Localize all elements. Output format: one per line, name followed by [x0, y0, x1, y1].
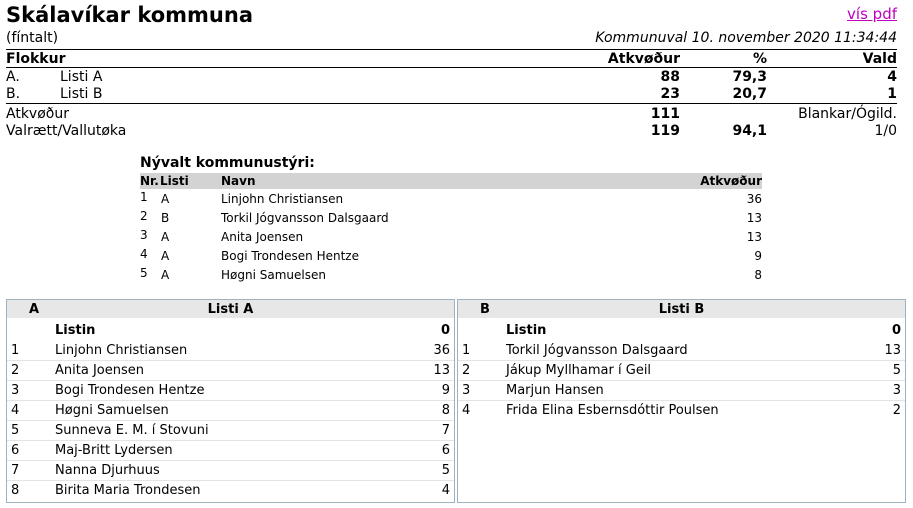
elected-votes: 8 — [754, 268, 762, 282]
candidate-nr: 5 — [11, 423, 20, 438]
elected-list: B — [161, 211, 170, 225]
elected-header — [140, 173, 762, 189]
candidate-votes: 7 — [441, 423, 450, 438]
results-header-divider — [6, 67, 897, 68]
list-letter: A — [29, 302, 40, 317]
party-seats: 1 — [887, 86, 897, 102]
pdf-link[interactable]: vís pdf — [847, 5, 897, 23]
list-box-header — [7, 300, 454, 318]
list-box-header — [458, 300, 905, 318]
candidate-row — [7, 380, 454, 401]
candidate-name: Jákup Myllhamar í Geil — [506, 363, 652, 378]
candidate-row — [458, 340, 905, 361]
candidate-name: Sunneva E. M. í Stovuni — [55, 423, 209, 438]
candidate-nr: 2 — [11, 363, 20, 378]
candidate-nr: 1 — [462, 343, 471, 358]
candidate-row — [7, 360, 454, 381]
elected-name: Linjohn Christiansen — [221, 192, 344, 206]
election-info: Kommunuval 10. november 2020 11:34:44 — [595, 30, 897, 46]
candidate-votes: 3 — [892, 383, 901, 398]
candidate-votes: 13 — [433, 363, 450, 378]
candidate-votes: 2 — [892, 403, 901, 418]
candidate-row — [7, 420, 454, 441]
col-votes: Atkvøður — [607, 51, 680, 67]
candidate-name: Maj-Britt Lydersen — [55, 443, 173, 458]
list-name: Listi B — [658, 302, 705, 317]
candidate-votes: 13 — [884, 343, 901, 358]
list-box-b — [457, 299, 906, 503]
elected-name: Anita Joensen — [221, 230, 304, 244]
list-name: Listi A — [207, 302, 254, 317]
candidate-nr: 1 — [11, 343, 20, 358]
elected-title: Nývalt kommunustýri: — [140, 155, 315, 171]
elected-col-votes: Atkvøður — [700, 174, 762, 188]
elected-nr: 2 — [140, 209, 148, 223]
elected-votes: 13 — [746, 211, 762, 225]
party-votes: 23 — [660, 86, 680, 102]
candidate-row — [7, 340, 454, 361]
total-votes-label: Atkvøður — [6, 106, 69, 122]
party-letter: A. — [6, 69, 20, 85]
turnout-percent: 94,1 — [732, 123, 767, 139]
candidate-votes: 36 — [433, 343, 450, 358]
elected-name: Høgni Samuelsen — [221, 268, 326, 282]
party-letter: B. — [6, 86, 21, 102]
candidate-nr: 3 — [11, 383, 20, 398]
candidate-nr: 3 — [462, 383, 471, 398]
elected-list: A — [161, 230, 170, 244]
elected-votes: 36 — [746, 192, 762, 206]
elected-list: A — [161, 249, 170, 263]
electorate-label: Valrætt/Vallutøka — [6, 123, 127, 139]
elected-col-name: Navn — [221, 174, 256, 188]
candidate-nr: 2 — [462, 363, 471, 378]
candidate-row — [7, 400, 454, 421]
candidate-name: Anita Joensen — [55, 363, 144, 378]
list-letter: B — [480, 302, 490, 317]
candidate-row — [7, 440, 454, 461]
header-divider — [6, 49, 897, 50]
elected-name: Bogi Trondesen Hentze — [221, 249, 359, 263]
col-seats: Vald — [862, 51, 897, 67]
candidate-votes: 9 — [441, 383, 450, 398]
candidate-nr: 7 — [11, 463, 20, 478]
elected-name: Torkil Jógvansson Dalsgaard — [221, 211, 389, 225]
elected-nr: 3 — [140, 228, 148, 242]
list-sub-votes: 0 — [891, 323, 901, 338]
candidate-nr: 6 — [11, 443, 20, 458]
elected-votes: 9 — [754, 249, 762, 263]
elected-col-list: Listi — [160, 174, 189, 188]
party-seats: 4 — [887, 69, 897, 85]
candidate-votes: 8 — [441, 403, 450, 418]
party-name: Listi B — [60, 86, 103, 102]
candidate-name: Bogi Trondesen Hentze — [55, 383, 205, 398]
elected-nr: 1 — [140, 190, 148, 204]
elected-list: A — [161, 268, 170, 282]
party-name: Listi A — [60, 69, 103, 85]
elected-nr: 4 — [140, 247, 148, 261]
elected-nr: 5 — [140, 266, 148, 280]
page-title: Skálavíkar kommuna — [6, 3, 253, 27]
candidate-nr: 8 — [11, 483, 20, 498]
candidate-row — [7, 480, 454, 500]
party-percent: 79,3 — [732, 69, 767, 85]
elected-row — [140, 190, 762, 209]
blank-value: 1/0 — [874, 123, 897, 139]
candidate-name: Frida Elina Esbernsdóttir Poulsen — [506, 403, 719, 418]
candidate-name: Nanna Djurhuus — [55, 463, 160, 478]
list-sub-votes: 0 — [440, 323, 450, 338]
party-percent: 20,7 — [732, 86, 767, 102]
candidate-name: Linjohn Christiansen — [55, 343, 188, 358]
blank-label: Blankar/Ógild. — [798, 106, 897, 122]
elected-row — [140, 228, 762, 247]
results-divider — [6, 103, 897, 104]
candidate-votes: 5 — [892, 363, 901, 378]
candidate-votes: 6 — [441, 443, 450, 458]
list-sub-label: Listin — [506, 323, 547, 338]
elected-votes: 13 — [746, 230, 762, 244]
list-subheader — [458, 320, 905, 339]
elected-row — [140, 266, 762, 285]
list-subheader — [7, 320, 454, 339]
elected-row — [140, 209, 762, 228]
list-box-a — [6, 299, 455, 503]
candidate-row — [458, 400, 905, 420]
candidate-name: Høgni Samuelsen — [55, 403, 169, 418]
candidate-row — [7, 460, 454, 481]
candidate-name: Torkil Jógvansson Dalsgaard — [506, 343, 688, 358]
candidate-nr: 4 — [11, 403, 20, 418]
candidate-votes: 5 — [441, 463, 450, 478]
candidate-nr: 4 — [462, 403, 471, 418]
candidate-row — [458, 360, 905, 381]
candidate-name: Birita Maria Trondesen — [55, 483, 201, 498]
electorate-value: 119 — [650, 123, 680, 139]
candidate-votes: 4 — [441, 483, 450, 498]
party-votes: 88 — [660, 69, 680, 85]
list-sub-label: Listin — [55, 323, 96, 338]
elected-list: A — [161, 192, 170, 206]
candidate-name: Marjun Hansen — [506, 383, 604, 398]
total-votes-value: 111 — [650, 106, 680, 122]
elected-row — [140, 247, 762, 266]
col-percent: % — [752, 51, 767, 67]
elected-col-nr: Nr. — [140, 174, 159, 188]
candidate-row — [458, 380, 905, 401]
col-party: Flokkur — [6, 51, 66, 67]
page-subtitle: (fíntalt) — [6, 30, 59, 46]
